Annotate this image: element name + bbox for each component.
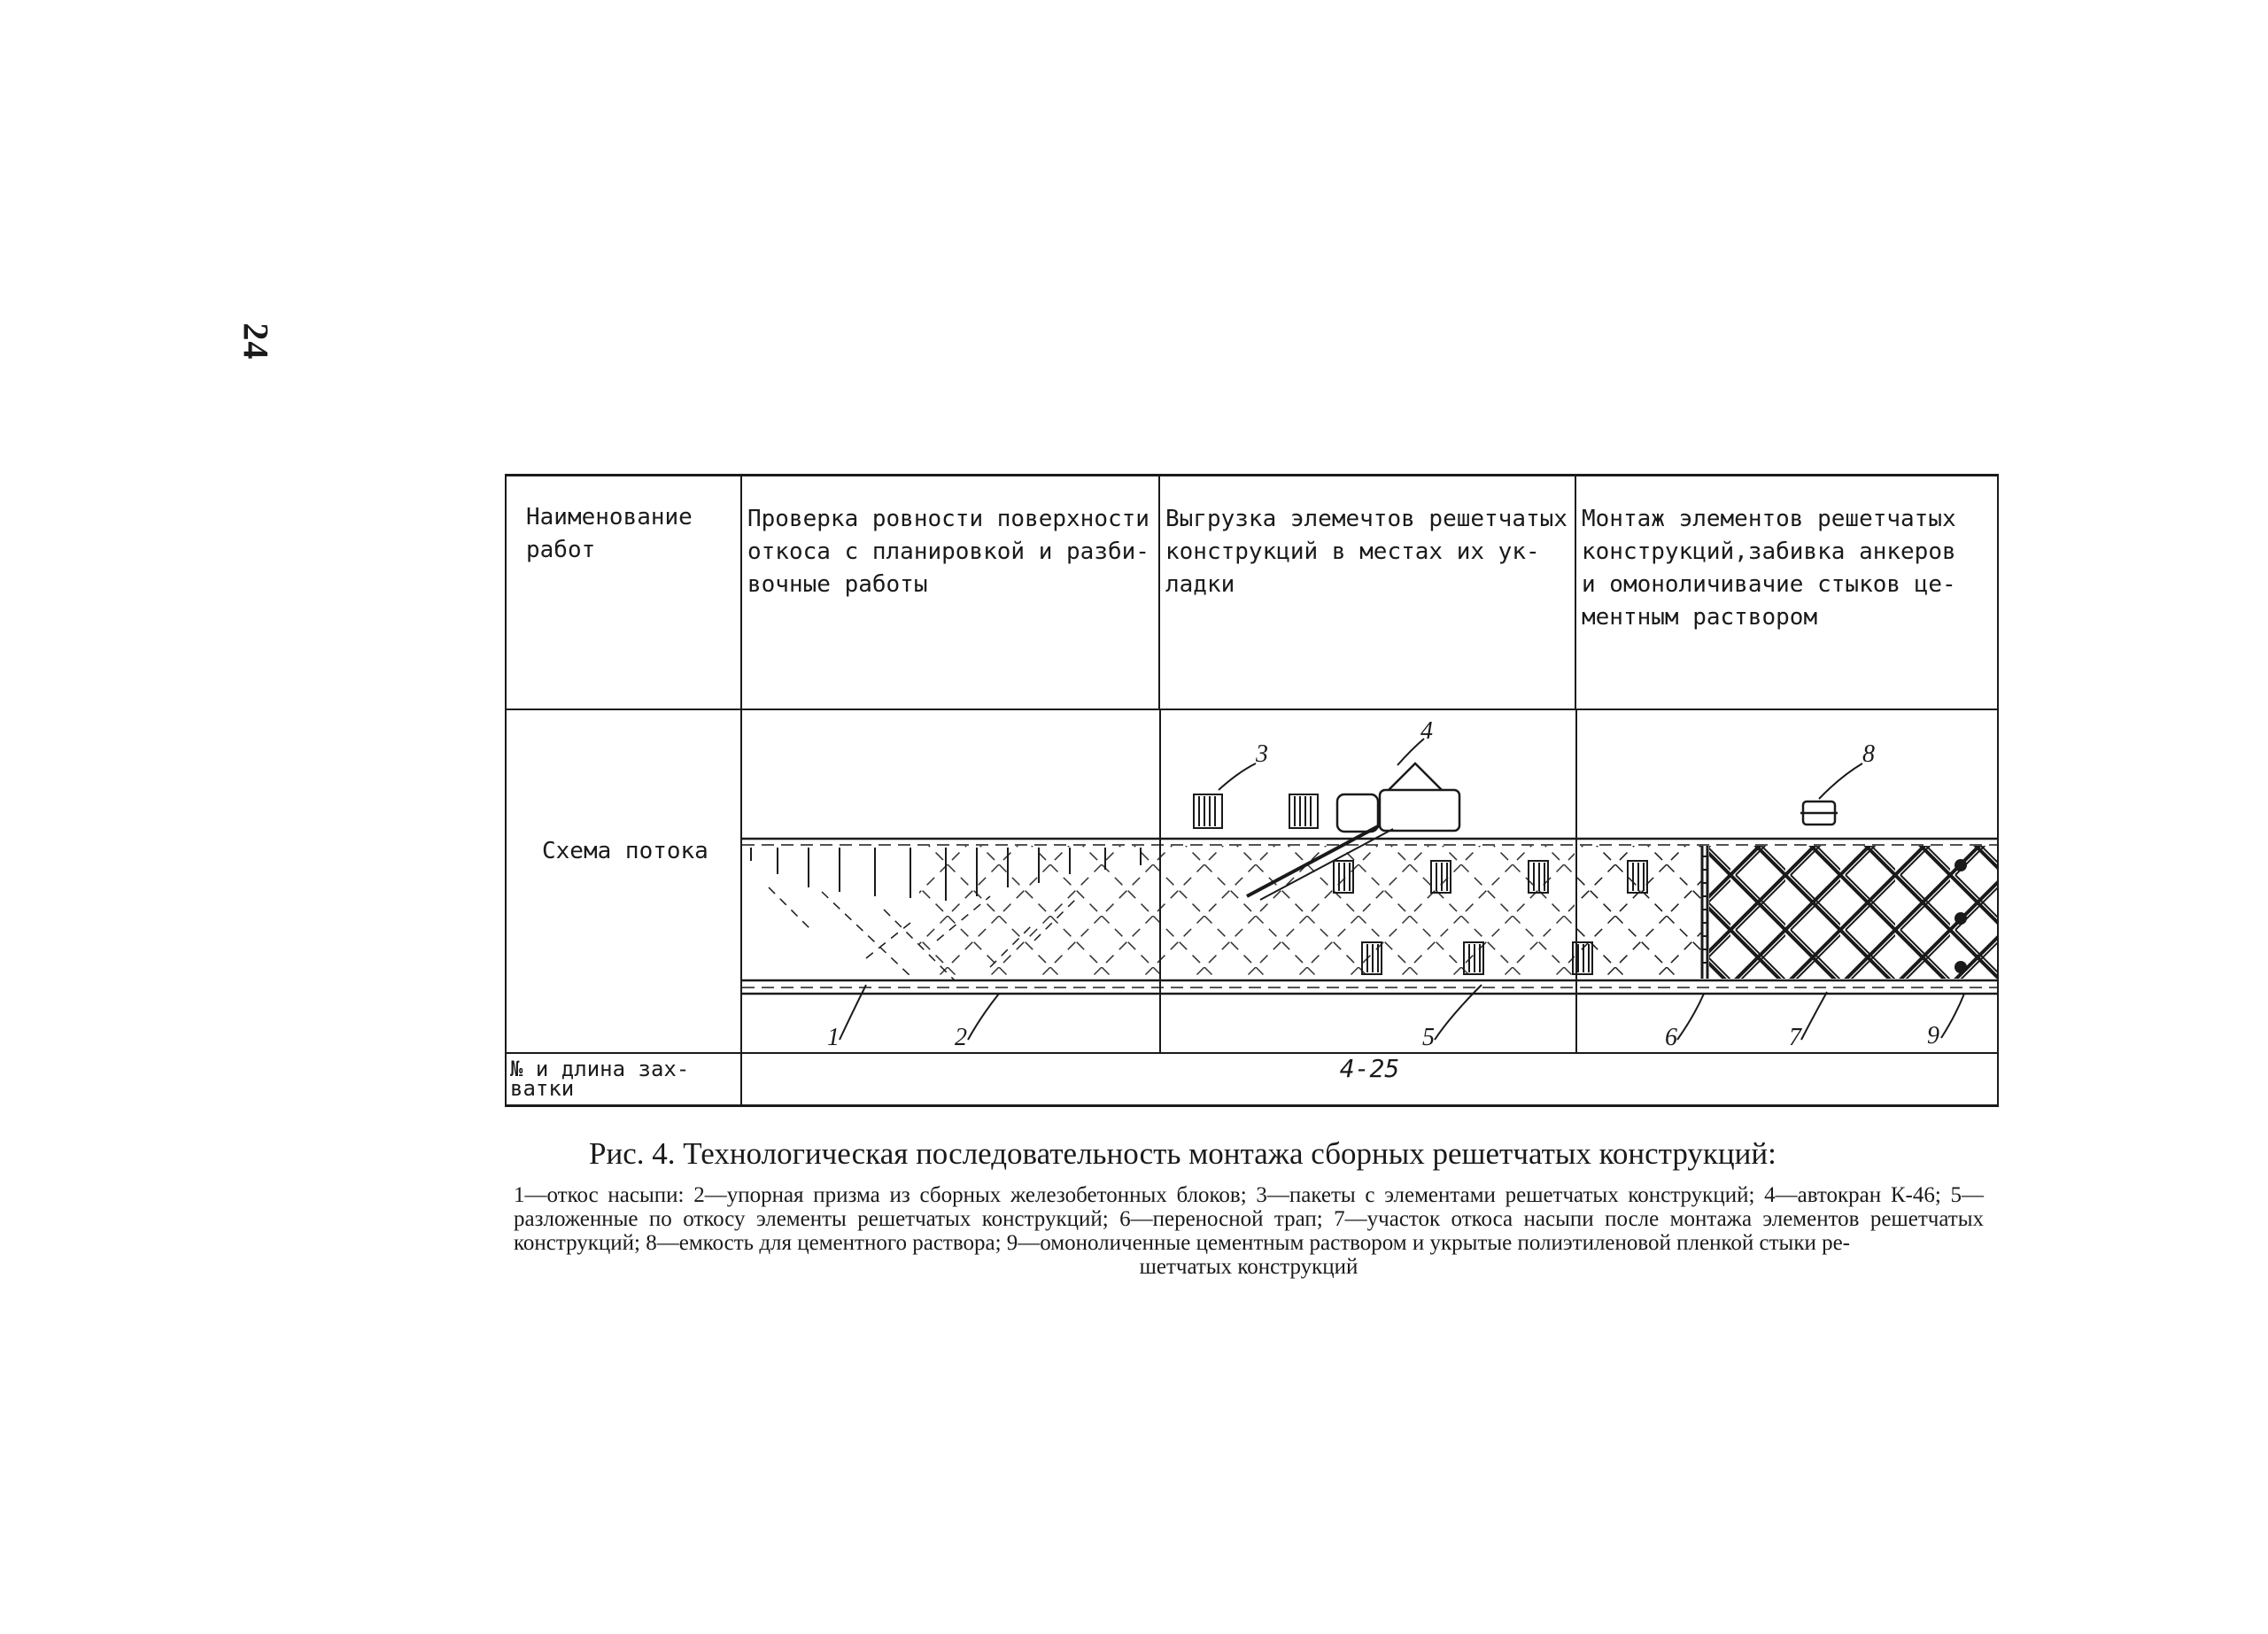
partial-dashed-grid (919, 846, 1575, 979)
scheme-label-cell (506, 709, 741, 1053)
scheme-cell (741, 709, 1998, 1053)
ladder-6 (1702, 846, 1707, 979)
callout-9: 9 (1927, 1021, 1939, 1049)
page-number: 24 (236, 322, 276, 360)
figure-caption-title: Рис. 4. Технологическая последовательность монтажа сборных решетчатых конструкций: (589, 1136, 1776, 1171)
callout-5: 5 (1422, 1023, 1435, 1051)
length-label-cell (506, 1053, 741, 1106)
work-step-2: Выгрузка элемечтов решетчатых конструкций в местах их ук- ладки (1165, 506, 1567, 598)
work-name-label: Наименование работ (526, 504, 693, 563)
element-packages-3 (1194, 794, 1318, 828)
header-col4-cell (1575, 476, 1998, 709)
header-col2-cell (741, 476, 1159, 709)
work-step-1: Проверка ровности поверхности откоса с планировкой и разби- вочные работы (747, 506, 1149, 598)
callout-8: 8 (1862, 740, 1875, 768)
flow-scheme-diagram (742, 710, 1999, 1052)
callout-1: 1 (827, 1023, 840, 1051)
section-length-value: 4-25 (741, 1053, 1998, 1106)
callout-6: 6 (1665, 1023, 1677, 1051)
work-sequence-table (505, 474, 1999, 1107)
callout-3: 3 (1256, 740, 1268, 768)
callout-4: 4 (1420, 716, 1433, 745)
caption-legend-end: шетчатых конструкций (1139, 1255, 1358, 1279)
header-label-cell (506, 476, 741, 709)
caption-legend: 1—откос насыпи: 2—упорная призма из сборных железобетонных блоков; 3—пакеты с элементами решетчатых конструкций; 4—автокран К-46; 5—разложенные по откосу элементы решетчатых конструкций; 6—переносной трап; 7—участок откоса насыпи после монтажа элементов решетчатых конструкций; 8—емкость для цементного раствора; 9—омоноличенные цементным раствором и укрытые полиэтиленовой пленкой стыки ре- (514, 1183, 1984, 1255)
scheme-label: Схема потока (542, 837, 708, 864)
header-col3-cell (1159, 476, 1575, 709)
figure-caption-body (514, 1183, 1984, 1279)
callout-2: 2 (955, 1023, 967, 1051)
mortar-container-8 (1800, 802, 1838, 825)
section-length-label: № и длина зах- ватки (510, 1056, 690, 1101)
callout-7: 7 (1789, 1023, 1801, 1051)
work-step-3: Монтаж элементов решетчатых конструкций,забивка анкеров и омоноличивачие стыков це- ментным раствором (1582, 506, 1956, 631)
